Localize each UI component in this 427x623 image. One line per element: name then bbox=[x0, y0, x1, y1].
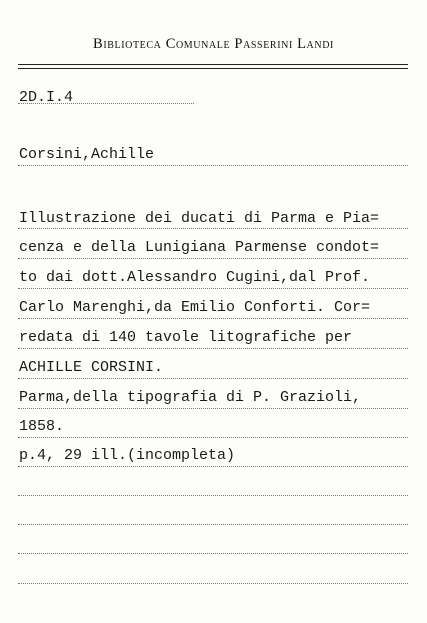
shelfmark-rule bbox=[18, 103, 194, 104]
description-rule bbox=[18, 408, 408, 409]
description-line: cenza e della Lunigiana Parmense condot= bbox=[19, 239, 380, 256]
empty-rule bbox=[18, 495, 408, 496]
description-line: to dai dott.Alessandro Cugini,dal Prof. bbox=[19, 269, 371, 286]
description-rule bbox=[18, 288, 408, 289]
description-rule bbox=[18, 378, 408, 379]
description-rule bbox=[18, 437, 408, 438]
description-rule bbox=[18, 258, 408, 259]
header-rule-top bbox=[18, 64, 408, 65]
description-rule bbox=[18, 318, 408, 319]
description-line: ACHILLE CORSINI. bbox=[19, 359, 164, 376]
empty-rule bbox=[18, 553, 408, 554]
description-line: Parma,della tipografia di P. Grazioli, bbox=[19, 389, 362, 406]
description-line: Carlo Marenghi,da Emilio Conforti. Cor= bbox=[19, 299, 371, 316]
empty-rule bbox=[18, 583, 408, 584]
description-line: Illustrazione dei ducati di Parma e Pia= bbox=[19, 210, 380, 227]
collation-line: p.4, 29 ill.(incompleta) bbox=[19, 447, 236, 464]
description-line: 1858. bbox=[19, 418, 65, 435]
empty-rule bbox=[18, 524, 408, 525]
header-rule-bottom bbox=[18, 68, 408, 69]
author-heading: Corsini,Achille bbox=[19, 146, 155, 163]
description-rule bbox=[18, 348, 408, 349]
shelfmark: 2D.I.4 bbox=[19, 89, 74, 106]
description-rule bbox=[18, 466, 408, 467]
description-line: redata di 140 tavole litografiche per bbox=[19, 329, 353, 346]
description-rule bbox=[18, 228, 408, 229]
library-header: Biblioteca Comunale Passerini Landi bbox=[93, 36, 334, 52]
author-rule bbox=[18, 165, 408, 166]
